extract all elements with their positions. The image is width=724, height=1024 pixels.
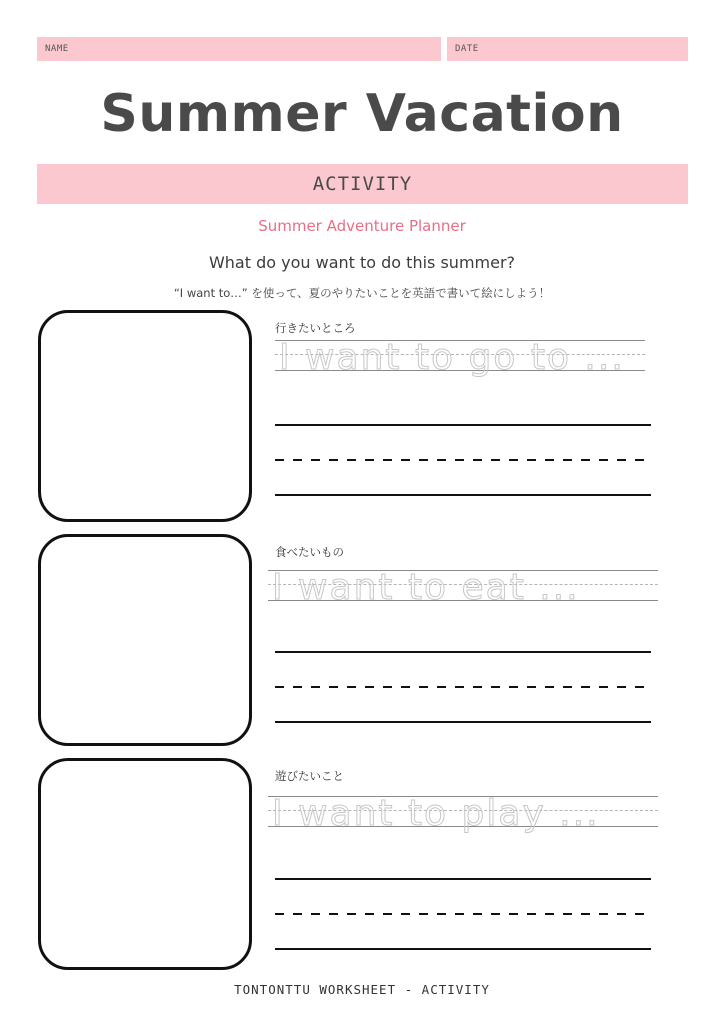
instruction: “I want to…” を使って、夏のやりたいことを英語で書いて絵にしよう！ (173, 286, 551, 300)
drawing-box[interactable] (38, 310, 252, 522)
trace-area[interactable] (268, 793, 658, 840)
writing-line[interactable] (275, 878, 651, 880)
writing-guide-dashed (275, 686, 651, 688)
name-label: NAME (45, 44, 69, 54)
writing-line[interactable] (275, 494, 651, 496)
section-label: 行きたいところ (275, 321, 356, 335)
writing-line[interactable] (275, 948, 651, 950)
page-title: Summer Vacation (100, 84, 624, 144)
subtitle: Summer Adventure Planner (258, 217, 466, 235)
question: What do you want to do this summer? (208, 253, 516, 272)
activity-banner (37, 164, 688, 204)
section-play (0, 758, 724, 974)
activity-label: ACTIVITY (312, 173, 413, 195)
writing-line[interactable] (275, 721, 651, 723)
trace-text: I want to go to ... (279, 337, 625, 378)
drawing-box[interactable] (38, 758, 252, 970)
writing-guide-dashed (275, 913, 651, 915)
date-field[interactable] (447, 37, 688, 61)
name-field[interactable] (37, 37, 441, 61)
footer: TONTONTTU WORKSHEET - ACTIVITY (234, 982, 490, 997)
drawing-box[interactable] (38, 534, 252, 746)
writing-line[interactable] (275, 651, 651, 653)
section-go (0, 310, 724, 526)
trace-text: I want to eat ... (272, 567, 580, 608)
trace-text: I want to play ... (272, 793, 600, 834)
date-label: DATE (455, 44, 479, 54)
writing-guide-dashed (275, 459, 651, 461)
section-eat (0, 534, 724, 750)
section-label: 食べたいもの (275, 545, 344, 559)
trace-area[interactable] (275, 337, 645, 384)
section-label: 遊びたいこと (275, 769, 344, 783)
writing-line[interactable] (275, 424, 651, 426)
trace-area[interactable] (268, 567, 658, 614)
